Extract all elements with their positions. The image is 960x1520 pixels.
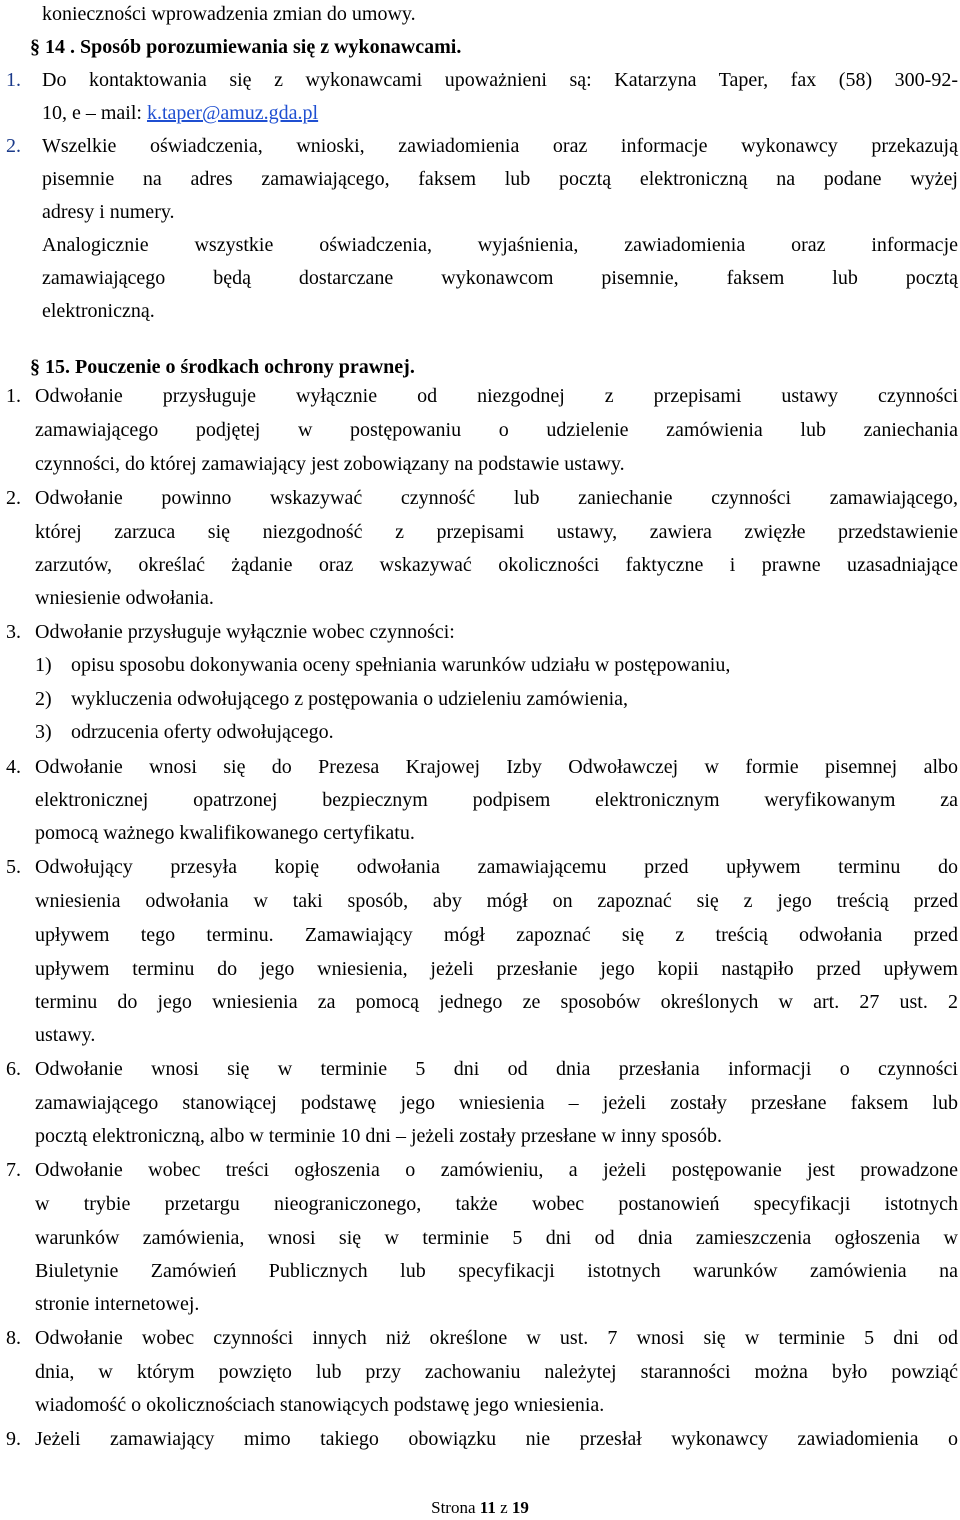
s15-item-5-line-5: terminu do jego wniesienia za pomocą jednego ze sposobów określonych w art. 27 ust. 2 bbox=[35, 991, 958, 1013]
s15-item-2-line-2: której zarzuca się niezgodność z przepisami ustawy, zawiera zwięzłe przedstawienie bbox=[35, 521, 958, 543]
s15-item-7-line-5: stronie internetowej. bbox=[35, 1293, 200, 1315]
s15-item-4-line-1 bbox=[0, 750, 960, 784]
s15-item-2-line-3: zarzutów, określać żądanie oraz wskazywać okoliczności faktyczne i prawne uzasadniające bbox=[35, 554, 958, 576]
footer-separator: z bbox=[495, 1498, 512, 1517]
total-page-count: 19 bbox=[511, 1498, 529, 1517]
s15-item-5-line-4: upływem terminu do jego wniesienia, jeżeli przesłanie jego kopii nastąpiło przed upływem bbox=[35, 958, 958, 980]
s14-item-2-text-1: Wszelkie oświadczenia, wnioski, zawiadomienia oraz informacje wykonawcy przekazują bbox=[42, 135, 958, 157]
s15-item-3-sub-3 bbox=[0, 715, 960, 749]
line-text: Odwołanie wobec czynności innych niż określone w ust. 7 wnosi się w terminie 5 dni od bbox=[35, 1327, 958, 1349]
s15-item-4-number: 4. bbox=[6, 756, 21, 778]
s15-item-1-line-2: zamawiającego podjętej w postępowaniu o udzielenie zamówienia lub zaniechania bbox=[35, 419, 958, 441]
s15-item-9-line-1 bbox=[0, 1422, 960, 1456]
sub-item-number: 3) bbox=[35, 721, 52, 743]
s15-item-1-line-3: czynności, do której zamawiający jest zobowiązany na podstawie ustawy. bbox=[35, 453, 625, 475]
s15-item-5-line-2: wniesienia odwołania w taki sposób, aby mógł on zapoznać się z jego treścią przed bbox=[35, 890, 958, 912]
s15-item-7-number: 7. bbox=[6, 1159, 21, 1181]
s14-item-2-line-6: elektroniczną. bbox=[42, 300, 155, 322]
page-footer bbox=[0, 1496, 960, 1520]
line-text: Odwołanie powinno wskazywać czynność lub zaniechanie czynności zamawiającego, bbox=[35, 487, 958, 509]
line-text: Jeżeli zamawiający mimo takiego obowiązku nie przesłał wykonawcy zawiadomienia o bbox=[35, 1428, 958, 1450]
s15-item-1-number: 1. bbox=[6, 385, 21, 407]
s15-item-5-number: 5. bbox=[6, 856, 21, 878]
s15-item-3-number: 3. bbox=[6, 621, 21, 643]
s15-item-4-line-3: pomocą ważnego kwalifikowanego certyfikatu. bbox=[35, 822, 415, 844]
s15-item-6-line-3: pocztą elektroniczną, albo w terminie 10 dni – jeżeli zostały przesłane w inny sposób. bbox=[35, 1125, 723, 1147]
s15-item-3-line-1 bbox=[0, 615, 960, 649]
s14-item-2-line-5: zamawiającego będą dostarczane wykonawcom pisemnie, faksem lub pocztą bbox=[42, 267, 958, 289]
line-text: Odwołanie wnosi się w terminie 5 dni od dnia przesłania informacji o czynności bbox=[35, 1058, 958, 1080]
s15-item-7-line-1 bbox=[0, 1153, 960, 1187]
s14-item-2-line-3: adresy i numery. bbox=[42, 201, 175, 223]
sub-item-number: 2) bbox=[35, 688, 52, 710]
line-text: Odwołanie wnosi się do Prezesa Krajowej Izby Odwoławczej w formie pisemnej albo bbox=[35, 756, 958, 778]
s14-item-2-line-2: pisemnie na adres zamawiającego, faksem lub pocztą elektroniczną na podane wyżej bbox=[42, 168, 958, 190]
s14-item-2-line-1 bbox=[0, 129, 960, 163]
s14-item-1-text-1: Do kontaktowania się z wykonawcami upoważnieni są: Katarzyna Taper, fax (58) 300-92- bbox=[42, 69, 958, 91]
s15-item-8-line-1 bbox=[0, 1321, 960, 1355]
sub-item-text: wykluczenia odwołującego z postępowania o udzieleniu zamówienia, bbox=[71, 688, 629, 710]
s15-item-5-line-1 bbox=[0, 850, 960, 884]
s14-item-1-text-2: 10, e – mail: bbox=[42, 102, 147, 124]
current-page-number: 11 bbox=[479, 1498, 496, 1517]
line-text: Odwołanie wobec treści ogłoszenia o zamówieniu, a jeżeli postępowanie jest prowadzone bbox=[35, 1159, 958, 1181]
s15-item-3-sub-1 bbox=[0, 648, 960, 682]
s15-item-3-sub-2 bbox=[0, 682, 960, 716]
section-14-title: § 14 . Sposób porozumiewania się z wykonawcami. bbox=[30, 36, 462, 58]
footer-prefix: Strona bbox=[431, 1498, 480, 1517]
s15-item-5-line-6: ustawy. bbox=[35, 1024, 96, 1046]
line-text: Odwołanie przysługuje wyłącznie od niezgodnej z przepisami ustawy czynności bbox=[35, 385, 958, 407]
email-link[interactable]: k.taper@amuz.gda.pl bbox=[146, 102, 319, 124]
s15-item-2-number: 2. bbox=[6, 487, 21, 509]
line-text: Odwołanie przysługuje wyłącznie wobec czynności: bbox=[35, 621, 455, 643]
s15-item-8-line-3: wiadomość o okolicznościach stanowiących podstawę jego wniesienia. bbox=[35, 1394, 605, 1416]
sub-item-text: odrzucenia oferty odwołującego. bbox=[71, 721, 334, 743]
s15-item-6-line-2: zamawiającego stanowiącej podstawę jego wniesienia – jeżeli zostały przesłane faksem lub bbox=[35, 1092, 958, 1114]
s15-item-6-number: 6. bbox=[6, 1058, 21, 1080]
sub-item-number: 1) bbox=[35, 654, 52, 676]
previous-paragraph-tail: konieczności wprowadzenia zmian do umowy. bbox=[42, 3, 416, 25]
s15-item-2-line-1 bbox=[0, 481, 960, 515]
s15-item-4-line-2: elektronicznej opatrzonej bezpiecznym podpisem elektronicznym weryfikowanym za bbox=[35, 789, 958, 811]
s15-item-9-number: 9. bbox=[6, 1428, 21, 1450]
s14-item-1-number: 1. bbox=[6, 69, 21, 91]
s15-item-6-line-1 bbox=[0, 1052, 960, 1086]
s14-item-1-line-1 bbox=[0, 63, 960, 97]
s15-item-1-line-1 bbox=[0, 379, 960, 413]
line-text: Odwołujący przesyła kopię odwołania zamawiającemu przed upływem terminu do bbox=[35, 856, 958, 878]
s14-item-2-line-4: Analogicznie wszystkie oświadczenia, wyjaśnienia, zawiadomienia oraz informacje bbox=[42, 234, 958, 256]
s15-item-2-line-4: wniesienie odwołania. bbox=[35, 587, 214, 609]
s14-item-2-number: 2. bbox=[6, 135, 21, 157]
s15-item-8-line-2: dnia, w którym powzięto lub przy zachowaniu należytej staranności można było powziąć bbox=[35, 1361, 958, 1383]
s15-item-8-number: 8. bbox=[6, 1327, 21, 1349]
s15-item-5-line-3: upływem tego terminu. Zamawiający mógł zapoznać się z treścią odwołania przed bbox=[35, 924, 958, 946]
s15-item-7-line-2: w trybie przetargu nieograniczonego, także wobec postanowień specyfikacji istotnych bbox=[35, 1193, 958, 1215]
s15-item-7-line-3: warunków zamówienia, wnosi się w terminie 5 dni od dnia zamieszczenia ogłoszenia w bbox=[35, 1227, 958, 1249]
s14-item-1-line-2 bbox=[0, 96, 960, 130]
section-15-title: § 15. Pouczenie o środkach ochrony prawnej. bbox=[30, 356, 415, 378]
s15-item-7-line-4: Biuletynie Zamówień Publicznych lub specyfikacji istotnych warunków zamówienia na bbox=[35, 1260, 958, 1282]
sub-item-text: opisu sposobu dokonywania oceny spełniania warunków udziału w postępowaniu, bbox=[71, 654, 731, 676]
